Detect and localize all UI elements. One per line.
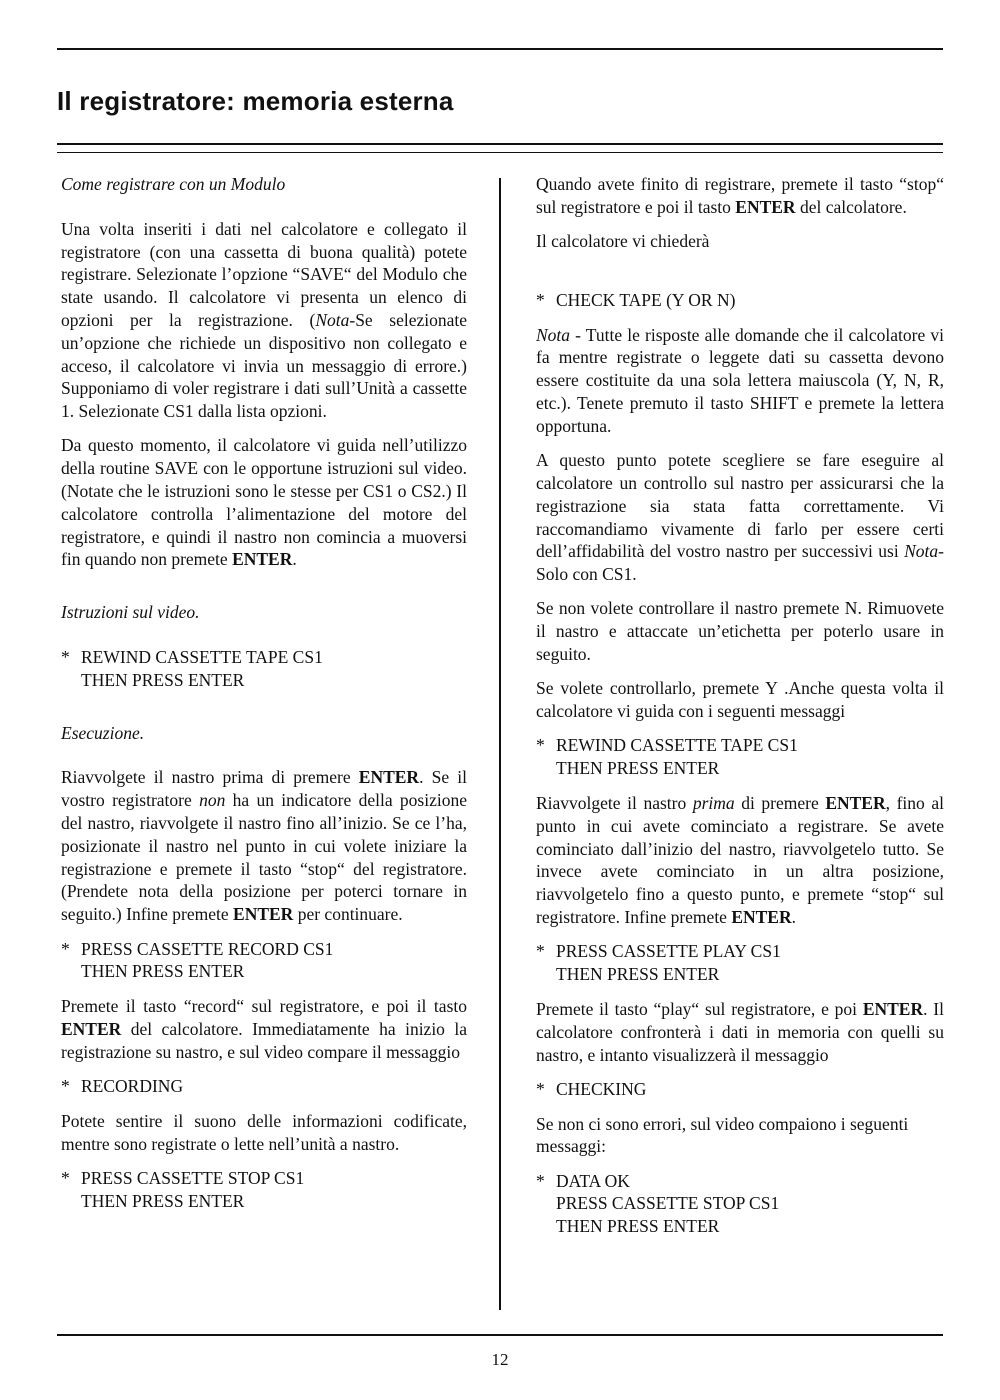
screen-message-play: * PRESS CASSETTE PLAY CS1 THEN PRESS ENTER xyxy=(536,941,781,985)
paragraph-save-routine: Da questo momento, il calcolatore vi guida nell’utilizzo della routine SAVE con le opportune istruzioni sul video. (Notate che le istruzioni sono le stesse per CS1 o CS2.) Il calcolatore controlla l’alimentazione del motore del registratore, e quindi il nastro non comincia a muoversi fin quando non premete ENTER. xyxy=(61,435,467,570)
paragraph-check-choice: A questo punto potete scegliere se fare eseguire al calcolatore un controllo sul nastro per assicurarsi che la registrazione sia stata fatta correttamente. Vi raccomandiamo vivamente di farlo per essere certi dell’affidabilità del vostro nastro per successivi usi Nota- Solo con CS1. xyxy=(536,450,944,585)
section-heading-esecuzione: Esecuzione. xyxy=(61,722,145,743)
paragraph-rewind-check: Riavvolgete il nastro prima di premere ENTER, fino al punto in cui avete cominciato a registrare. Se avete cominciato dall’inizio del nastro, riavvolgetelo tutto. Se invece avete cominciato in un altra posizione, riavvolgetelo fino a questo punto, e premete “stop“ sul registratore. Infine premete ENTER. xyxy=(536,793,944,928)
screen-message-data-ok: * DATA OK PRESS CASSETTE STOP CS1 THEN PRESS ENTER xyxy=(536,1170,780,1237)
right-column xyxy=(536,173,944,1250)
screen-message-record: * PRESS CASSETTE RECORD CS1 THEN PRESS ENTER xyxy=(61,938,334,982)
paragraph-finish: Quando avete finito di registrare, premete il tasto “stop“ sul registratore e poi il tasto ENTER del calcolatore. xyxy=(536,174,944,217)
section-heading-modulo: Come registrare con un Modulo xyxy=(61,174,286,194)
paragraph-sound: Potete sentire il suono delle informazioni codificate, mentre sono registrate o lette nell’unità a nastro. xyxy=(61,1110,467,1154)
paragraph-yes-check: Se volete controllarlo, premete Y .Anche questa volta il calcolatore vi guida con i seguenti messaggi xyxy=(536,678,944,722)
screen-message-check-tape: * CHECK TAPE (Y OR N) xyxy=(536,289,736,310)
screen-message-recording: * RECORDING xyxy=(61,1076,184,1096)
section-heading-video: Istruzioni sul video. xyxy=(61,602,200,623)
paragraph-ask: Il calcolatore vi chiederà xyxy=(536,231,710,252)
bottom-rule xyxy=(57,1334,943,1336)
bullet-asterisk: * xyxy=(536,735,545,756)
paragraph-nota-answers: Nota - Tutte le risposte alle domande che il calcolatore vi fa mentre registrate o leggete dati su cassetta devono essere costituite da una sola lettera maiuscola (Y, N, R, etc.). Tenete premuto il tasto SHIFT e premete la lettera opportuna. xyxy=(536,324,944,436)
title-rule-thin xyxy=(57,152,943,153)
bullet-asterisk: * xyxy=(536,1078,545,1099)
screen-message-rewind-check: * REWIND CASSETTE TAPE CS1 THEN PRESS ENTER xyxy=(536,735,798,779)
page-title: Il registratore: memoria esterna xyxy=(57,86,454,116)
paragraph-record: Premete il tasto “record“ sul registratore, e poi il tasto ENTER del calcolatore. Immediatamente ha inizio la registrazione su nastro, e sul video compare il messaggio xyxy=(61,996,467,1062)
top-rule xyxy=(57,48,943,50)
paragraph-intro: Una volta inseriti i dati nel calcolatore e collegato il registratore (con una cassetta di buona qualità) potete registrare. Selezionate l’opzione “SAVE“ del Modulo che state usando. Il calcolatore vi presenta un elenco di opzioni per la registrazione. (Nota-Se selezionate un’opzione che richiede un dispositivo non collegato e acceso, il calcolatore vi invia un messaggio di errore.) Supponiamo di voler registrare i dati sull’Unità a cassette 1. Selezionate CS1 dalla lista opzioni. xyxy=(61,218,468,422)
bullet-asterisk: * xyxy=(61,647,70,668)
page-number: 12 xyxy=(491,1350,509,1369)
bullet-asterisk: * xyxy=(536,1170,545,1191)
paragraph-play: Premete il tasto “play“ sul registratore, e poi ENTER. Il calcolatore confronterà i dati in memoria con quelli su nastro, e intanto visualizzerà il messaggio xyxy=(536,998,944,1065)
paragraph-rewind: Riavvolgete il nastro prima di premere ENTER. Se il vostro registratore non ha un indicatore della posizione del nastro, riavvolgete il nastro fino all’inizio. Se ce l’ha, posizionate il nastro nel punto in cui volete iniziare la registrazione e premete il tasto “stop“ del registratore. (Prendete nota della posizione per poterci tornare in seguito.) Infine premete ENTER per continuare. xyxy=(61,767,467,925)
bullet-asterisk: * xyxy=(61,1167,70,1188)
bullet-asterisk: * xyxy=(61,938,70,959)
bullet-asterisk: * xyxy=(61,1076,70,1096)
left-column xyxy=(61,173,467,1224)
column-divider xyxy=(499,178,501,1310)
paragraph-no-errors: Se non ci sono errori, sul video compaiono i seguenti messaggi: xyxy=(536,1113,909,1157)
bullet-asterisk: * xyxy=(536,289,545,310)
screen-message-checking: * CHECKING xyxy=(536,1078,647,1099)
screen-message-rewind: * REWIND CASSETTE TAPE CS1 THEN PRESS ENTER xyxy=(61,647,323,690)
bullet-asterisk: * xyxy=(536,941,545,962)
title-rule-thick xyxy=(57,143,943,145)
paragraph-no-check: Se non volete controllare il nastro premete N. Rimuovete il nastro e attaccate un’etichetta per poterlo usare in seguito. xyxy=(536,598,944,665)
screen-message-stop: * PRESS CASSETTE STOP CS1 THEN PRESS ENTER xyxy=(61,1167,305,1211)
